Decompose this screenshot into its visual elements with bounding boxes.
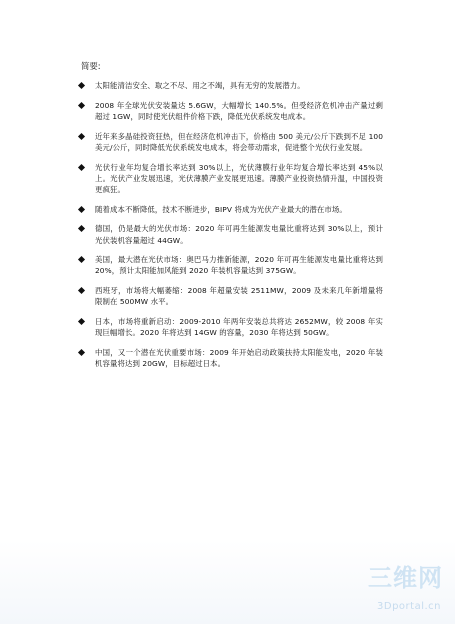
watermark-url: 3Dportal.cn (377, 601, 441, 612)
list-item-text: 德国，仍是最大的光伏市场：2020 年可再生能源发电量比重将达到 30%以上，预计光伏装机容量超过 44GW。 (95, 224, 383, 245)
list-item (73, 204, 383, 215)
list-item-text: 光伏行业年均复合增长率达到 30%以上，光伏薄膜行业年均复合增长率达到 45%以上。光伏产业发展迅速，光伏薄膜产业发展更迅速。薄膜产业投资热情升温，中国投资更疯狂。 (95, 162, 383, 194)
list-item (73, 80, 383, 91)
list-item-text: 2008 年全球光伏安装量达 5.6GW，大幅增长 140.5%。但受经济危机冲击产量过剩超过 1GW，同时使光伏组件价格下跌，降低光伏系统发电成本。 (95, 100, 383, 121)
list-item (73, 254, 383, 276)
list-item-text: 美国，最大潜在光伏市场：奥巴马力推新能源，2020 年可再生能源发电量比重将达到 20%，预计太阳能加风能到 2020 年装机容量达到 375GW。 (95, 255, 383, 276)
diamond-bullet-icon (78, 102, 85, 109)
summary-heading: 简要: (81, 61, 101, 71)
list-item-text: 日本，市场将重新启动：2009-2010 年两年安装总共将达 2652MW，较 2008 年实现巨幅增长。2020 年将达到 14GW 的容量，2030 年将达到 50GW。 (95, 317, 383, 338)
list-item-text: 近年来多晶硅投资狂热，但在经济危机冲击下，价格由 500 美元/公斤下跌到不足 100 美元/公斤，同时降低光伏系统发电成本，将会带动需求，促进整个光伏行业发展。 (95, 131, 383, 152)
diamond-bullet-icon (78, 349, 85, 356)
list-item (73, 285, 383, 307)
list-item-text: 太阳能清洁安全、取之不尽、用之不竭，具有无穷的发展潜力。 (95, 81, 305, 90)
list-item (73, 223, 383, 245)
diamond-bullet-icon (78, 133, 85, 140)
list-item (73, 316, 383, 338)
diamond-bullet-icon (78, 163, 85, 170)
list-item (73, 162, 383, 196)
watermark-logo: 三维网 (368, 564, 443, 592)
list-item-text: 中国，又一个潜在光伏重要市场：2009 年开始启动政策扶持太阳能发电，2020 年装机容量将达到 20GW，目标超过日本。 (95, 347, 383, 369)
diamond-bullet-icon (78, 82, 85, 89)
list-item (73, 347, 383, 369)
list-item (73, 131, 383, 153)
list-item-text: 西班牙，市场将大幅萎缩：2008 年超量安装 2511MW，2009 及未来几年新增量将限制在 500MW 水平。 (95, 286, 383, 307)
summary-list (73, 80, 383, 378)
diamond-bullet-icon (78, 318, 85, 325)
diamond-bullet-icon (78, 256, 85, 263)
diamond-bullet-icon (78, 206, 85, 213)
watermark (335, 556, 445, 616)
diamond-bullet-icon (78, 225, 85, 232)
list-item-text: 随着成本不断降低，技术不断进步，BIPV 将成为光伏产业最大的潜在市场。 (95, 204, 347, 214)
diamond-bullet-icon (78, 287, 85, 294)
list-item (73, 100, 383, 122)
